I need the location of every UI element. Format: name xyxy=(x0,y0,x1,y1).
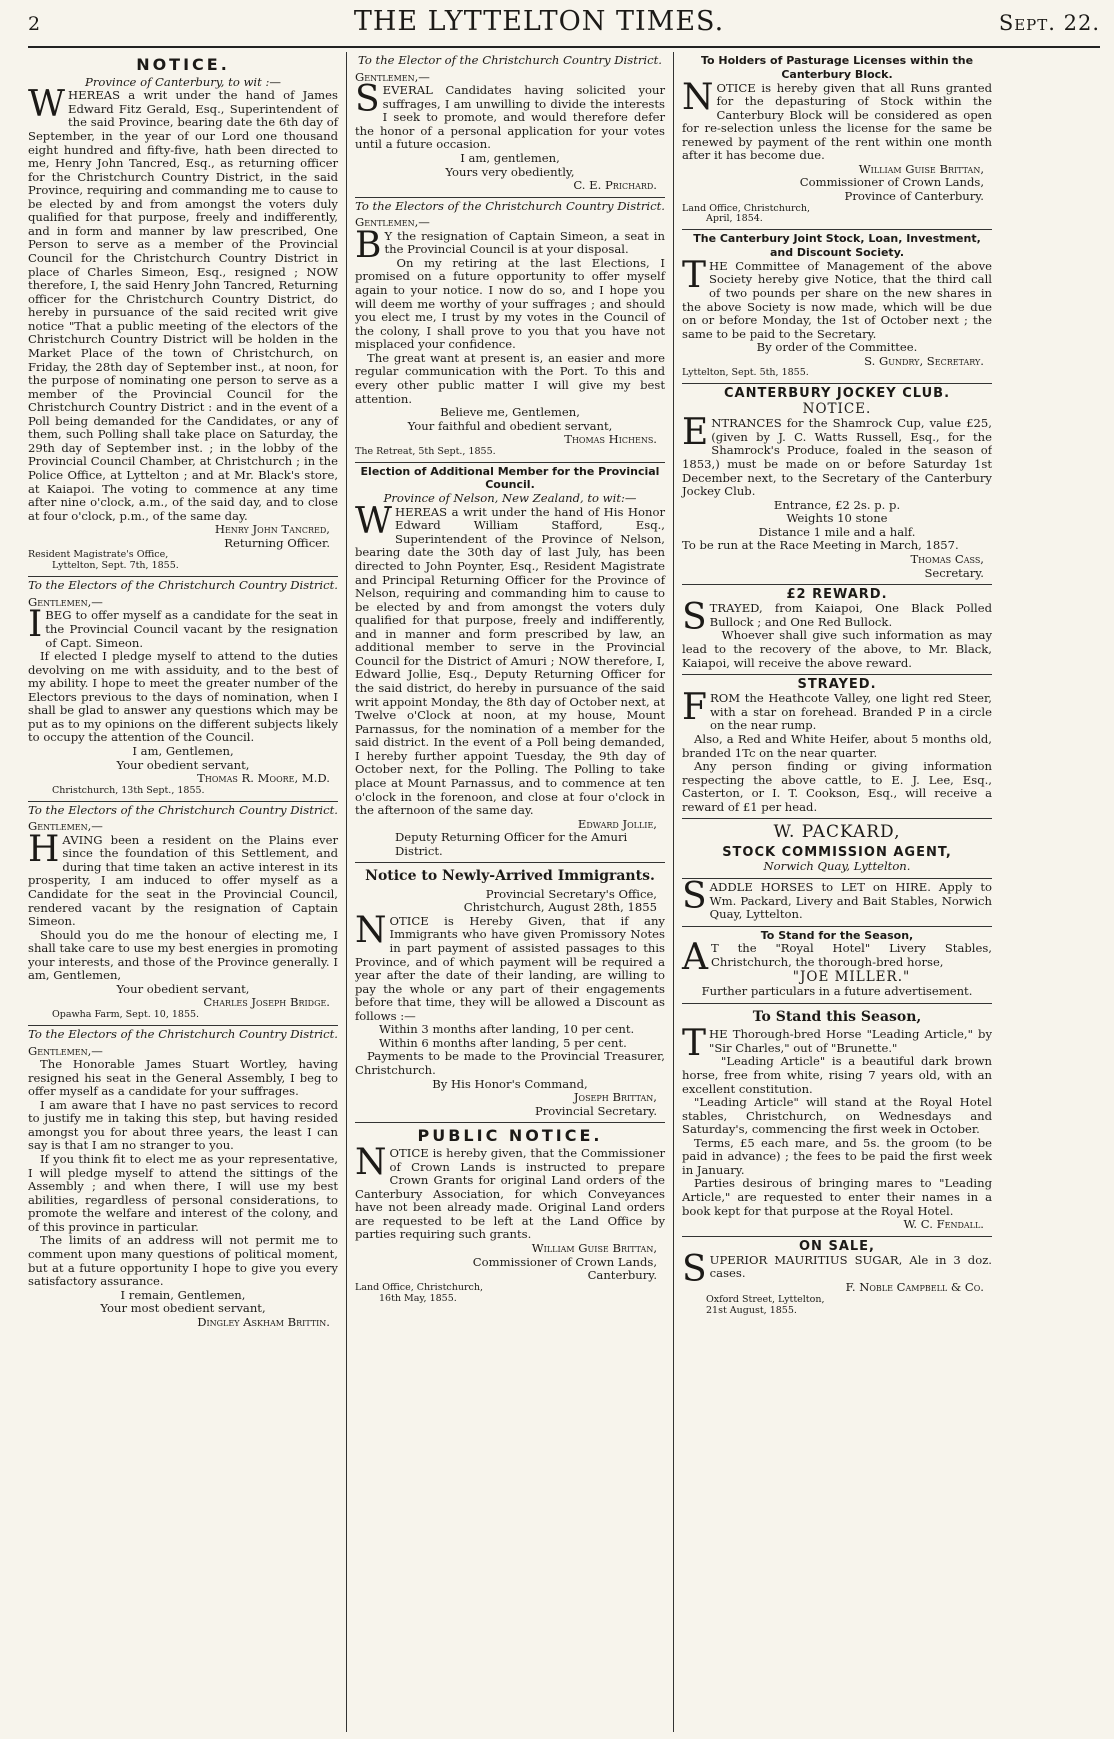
ad-body: UPERIOR MAURITIUS SUGAR, Ale in 3 doz. cases. xyxy=(709,1252,992,1281)
ad-subheading: STOCK COMMISSION AGENT, xyxy=(722,845,952,861)
signature: Edward Jollie, xyxy=(577,816,657,831)
drop-cap: B xyxy=(355,224,382,266)
salutation: Gentlemen,— xyxy=(28,594,103,609)
closing: Yours very obediently, xyxy=(445,164,575,179)
ad-heading: PUBLIC NOTICE. xyxy=(417,1126,603,1146)
signature-title: Province of Canterbury. xyxy=(844,189,984,203)
ad-heading: £2 REWARD. xyxy=(786,587,888,603)
address-moore xyxy=(28,576,338,800)
ad-paragraph: Also, a Red and White Heifer, about 5 months old, branded 1Tc on the near quarter. xyxy=(682,731,992,760)
address-hichens xyxy=(355,197,665,462)
ad-body: T the "Royal Hotel" Livery Stables, Christchurch, the thorough-bred horse, xyxy=(711,941,992,969)
address-prichard xyxy=(355,52,665,197)
dateline: Opawha Farm, Sept. 10, 1855. xyxy=(52,1009,200,1021)
newspaper-title: THE LYTTELTON TIMES. xyxy=(353,6,725,37)
ad-heading: To Stand this Season, xyxy=(752,1008,922,1025)
page-number: 2 xyxy=(28,13,41,35)
ad-heading: The Canterbury Joint Stock, Loan, Investment, and Discount Society. xyxy=(693,232,981,260)
discount-line: Within 3 months after landing, 10 per cent. xyxy=(379,1022,635,1037)
ad-paragraph: Payments to be made to the Provincial Treasurer, Christchurch. xyxy=(355,1049,665,1078)
drop-cap: H xyxy=(28,828,60,870)
ad-heading: STRAYED. xyxy=(797,677,877,693)
closing: Your most obedient servant, xyxy=(100,1301,266,1316)
closing: Your obedient servant, xyxy=(116,981,250,996)
notice-pasturage xyxy=(682,52,992,229)
race-detail: Distance 1 mile and a half. xyxy=(758,524,916,539)
closing: By order of the Committee. xyxy=(756,340,918,355)
saddle-horses-ad xyxy=(682,875,992,926)
ad-body: HEREAS a writ under the hand of His Honor Edward William Stafford, Esq., Superintendent of the Province of Nelson, bearing date the 30th day of last July, has been directed to John Poynter, Esq., Resident Magistrate and Principal Returning Officer for the Province of Nelson, requiring and commanding him to cause to be elected by and from amongst the voters duly qualified for that purpose, freely and indifferently, and in manner and form prescribed by law, an additional member to serve in the Provincial Council for the District of Amuri ; NOW therefore, I, Edward Jollie, Esq., Deputy Returning Officer for the said district, do hereby in pursuance of the said writ appoint Monday, the 8th day of October next, at Twelve o'Clock at noon, at my house, Mount Parnassus, for the nomination of a member for the said district. In the event of a Poll being demanded, I hereby further appoint Tuesday, the 9th day of October next, for the Polling. The Polling to take place at Mount Parnassus, and to commence at ten o'clock in the forenoon, and close at four o'clock in the afternoon of the same day. xyxy=(355,504,665,818)
issue-date: Sept. 22. xyxy=(998,11,1100,35)
ad-paragraph: If you think fit to elect me as your representative, I will pledge myself to attend the sittings of the Assembly ; and when there, I will use my best abilities, regardless of personal considerations, to promote the welfare and interest of the colony, and of this province in particular. xyxy=(28,1152,338,1234)
ad-paragraph: Parties desirous of bringing mares to "Leading Article," are requested to enter their names in a book kept for that purpose at the Royal Hotel. xyxy=(682,1176,992,1218)
ad-paragraph: "Leading Article" will stand at the Royal Hotel stables, Christchurch, on Wednesdays and Saturday's, commencing the first week in October. xyxy=(682,1095,992,1137)
drop-cap: N xyxy=(682,76,714,118)
closing: Believe me, Gentlemen, xyxy=(440,405,580,420)
strayed-notice xyxy=(682,674,992,818)
dateline: April, 1854. xyxy=(706,213,763,225)
drop-cap: S xyxy=(682,875,707,917)
signature: Thomas Hichens. xyxy=(564,432,657,447)
dateline: Lyttelton, Sept. 5th, 1855. xyxy=(682,367,809,379)
ad-heading: NOTICE. xyxy=(136,55,230,74)
signature: C. E. Prichard. xyxy=(573,178,657,193)
drop-cap: T xyxy=(682,254,707,296)
signature-title: Commissioner of Crown Lands, xyxy=(799,175,984,190)
ad-paragraph: Further particulars in a future advertisement. xyxy=(701,984,973,999)
column-1 xyxy=(28,52,346,1732)
column-3 xyxy=(673,52,992,1732)
notice-nelson-election xyxy=(355,462,665,863)
ad-place: Norwich Quay, Lyttelton. xyxy=(763,859,911,874)
signature: F. Noble Campbell & Co. xyxy=(845,1280,984,1295)
ad-body: BEG to offer myself as a candidate for the seat in the Provincial Council vacant by the resignation of Capt. Simeon. xyxy=(45,608,338,650)
drop-cap: T xyxy=(682,1023,707,1065)
discount-line: Within 6 months after landing, 5 per cent. xyxy=(379,1035,627,1050)
race-detail: Weights 10 stone xyxy=(786,511,888,526)
ad-body: HE Thorough-bred Horse "Leading Article," by "Sir Charles," out of "Brunette." xyxy=(709,1027,992,1055)
ad-body: TRAYED, from Kaiapoi, One Black Polled Bullock ; and One Red Bullock. xyxy=(709,601,992,629)
dateline: Lyttelton, Sept. 7th, 1855. xyxy=(52,560,179,572)
ad-paragraph: The great want at present is, an easier and more regular communication with the Port. To this and every other public matter I will give my best attention. xyxy=(355,350,665,406)
ad-paragraph: I am aware that I have no past services to record to justify me in taking this step, but having resided amongst you for about three years, the least I can say is that I am no stranger to you. xyxy=(28,1097,338,1153)
signature-title: Returning Officer. xyxy=(224,535,330,550)
joe-miller-ad xyxy=(682,926,992,1003)
race-detail: Entrance, £2 2s. p. p. xyxy=(773,497,901,512)
signature: William Guise Brittan, xyxy=(531,1240,657,1255)
dateline-place: Oxford Street, Lyttelton, xyxy=(706,1293,825,1305)
ad-heading: To Stand for the Season, xyxy=(760,928,914,942)
drop-cap: F xyxy=(682,687,707,729)
signature-title: Secretary. xyxy=(924,565,984,580)
ad-subheading: Province of Nelson, New Zealand, to wit:— xyxy=(383,491,637,506)
ad-subheading: NOTICE. xyxy=(802,400,872,417)
dateline-place: Land Office, Christchurch, xyxy=(355,1281,483,1293)
ad-paragraph: The limits of an address will not permit me to comment upon many questions of political moment, but at a future opportunity I hope to give you every satisfactory assurance. xyxy=(28,1233,338,1289)
ad-body: ROM the Heathcote Valley, one light red Steer, with a star on forehead. Branded P in a circle on the near rump. xyxy=(709,691,992,733)
closing: By His Honor's Command, xyxy=(432,1076,588,1091)
closing: I remain, Gentlemen, xyxy=(120,1287,246,1302)
drop-cap: E xyxy=(682,412,709,454)
ad-paragraph: Terms, £5 each mare, and 5s. the groom (to be paid in advance) ; the fees to be paid the first week in January. xyxy=(682,1135,992,1177)
ad-body: EVERAL Candidates having solicited your suffrages, I am unwilling to divide the interests I seek to promote, and would therefore defer the honor of a personal application for your votes until a future occasion. xyxy=(355,83,665,152)
closing: I am, Gentlemen, xyxy=(132,744,234,758)
salutation: Gentlemen,— xyxy=(355,69,430,84)
ad-body: OTICE is hereby given that all Runs granted for the depasturing of Stock within the Canterbury Block will be considered as open for re-selection unless the license for the same be renewed by payment of the rent within one month after it has become due. xyxy=(682,80,992,163)
signature: Thomas Cass, xyxy=(910,551,984,566)
signature-title: Deputy Returning Officer for the Amuri District. xyxy=(395,830,628,858)
ad-body: HE Committee of Management of the above Society hereby give Notice, that the third call of two pounds per share on the new shares in the above Society is now made, which will be due on or before Monday, the 1st of October next ; the same to be paid to the Secretary. xyxy=(682,258,992,341)
signature-title: Provincial Secretary. xyxy=(534,1103,657,1118)
ad-paragraph: Any person finding or giving information respecting the above cattle, to E. J. Lee, Esq., Casterton, or I. T. Cookson, Esq., will receive a reward of £1 per head. xyxy=(682,759,992,814)
ad-body: Y the resignation of Captain Simeon, a seat in the Provincial Council is at your disposal. xyxy=(384,228,665,257)
ad-heading: To the Electors of the Christchurch Country District. xyxy=(355,198,665,213)
notice-immigrants xyxy=(355,862,665,1122)
horse-name: "JOE MILLER." xyxy=(792,968,911,985)
signature: William Guise Brittan, xyxy=(858,161,984,176)
drop-cap: S xyxy=(355,79,380,121)
dateline-place: Resident Magistrate's Office, xyxy=(28,549,169,561)
salutation: Gentlemen,— xyxy=(28,819,103,834)
ad-heading: To Holders of Pasturage Licenses within the Canterbury Block. xyxy=(700,54,974,81)
signature: S. Gundry, Secretary. xyxy=(864,353,984,368)
ad-paragraph: On my retiring at the last Elections, I promised on a future opportunity to offer myself again to your notice. I now do so, and I hope you will deem me worthy of your suffrages ; and should you elect me, I trust by my votes in the Council of the colony, I shall prove to you that you have not misplaced your confidence. xyxy=(355,255,665,352)
reward-notice xyxy=(682,584,992,674)
notice-jockey-club xyxy=(682,383,992,584)
notice-tancred xyxy=(28,52,338,576)
dateline: Christchurch, 13th Sept., 1855. xyxy=(52,784,205,796)
ad-body: NTRANCES for the Shamrock Cup, value £25, (given by J. C. Watts Russell, Esq., for the Shamrock's Produce, foaled in the season of 1853,) must be made on or before Saturday 1st December next, to the Secretary of the Canterbury Jockey Club. xyxy=(682,416,992,499)
drop-cap: N xyxy=(355,1142,387,1184)
signature-title: Canterbury. xyxy=(587,1268,657,1283)
ad-body: ADDLE HORSES to LET on HIRE. Apply to Wm. Packard, Livery and Bait Stables, Norwich Quay, Lyttelton. xyxy=(709,879,992,922)
address-bridge xyxy=(28,801,338,1025)
dateline-place: Land Office, Christchurch, xyxy=(682,202,810,214)
address-brittin xyxy=(28,1025,338,1333)
dateline: The Retreat, 5th Sept., 1855. xyxy=(355,445,496,457)
closing: Your obedient servant, xyxy=(116,757,250,772)
ad-heading: To the Electors of the Christchurch Country District. xyxy=(28,802,338,817)
ad-heading: ON SALE, xyxy=(799,1238,875,1254)
columns xyxy=(28,52,1100,1732)
salutation: Gentlemen,— xyxy=(28,1043,103,1058)
dateline: 16th May, 1855. xyxy=(379,1292,457,1304)
leading-article-ad xyxy=(682,1003,992,1236)
notice-joint-stock xyxy=(682,229,992,383)
ad-body: OTICE is hereby given, that the Commissioner of Crown Lands is instructed to prepare Crown Grants for original Land orders of the Canterbury Association, for which Conveyances have not been already made. Original Land orders are requested to be left at the Land Office by parties requiring such grants. xyxy=(355,1146,665,1242)
drop-cap: W xyxy=(28,84,66,126)
ad-heading: W. PACKARD, xyxy=(773,822,901,843)
column-2 xyxy=(346,52,673,1732)
packard-agent-ad xyxy=(682,818,992,878)
dateline-place: Provincial Secretary's Office, xyxy=(485,886,657,901)
signature: W. C. Fendall. xyxy=(903,1217,984,1232)
drop-cap: A xyxy=(682,937,708,979)
signature: Henry John Tancred, xyxy=(214,522,330,537)
signature-title: Commissioner of Crown Lands, xyxy=(472,1254,657,1269)
ad-body: OTICE is Hereby Given, that if any Immigrants who have given Promissory Notes in part payment of assisted passages to this Province, and of which payment will be required a year after the date of their landing, are willing to pay the whole or any part of their engagements before that time, they will be allowed a Discount as follows :— xyxy=(355,913,665,1023)
salutation: Gentlemen,— xyxy=(355,215,430,230)
dateline: Christchurch, August 28th, 1855 xyxy=(463,900,657,915)
ad-body: HEREAS a writ under the hand of James Edward Fitz Gerald, Esq., Superintendent of the said Province, bearing date the 6th day of September, in the year of our Lord one thousand eight hundred and fifty-five, hath been directed to me, Henry John Tancred, Esq., as returning officer for the Christchurch Country District, in the said Province, requiring and commanding me to cause to be elected by and from amongst the voters duly qualified for that purpose, freely and indifferently, and in form and manner by law prescribed, One Person to serve as a member of the Provincial Council for the Christchurch Country District in place of Charles Simeon, Esq., resigned ; NOW therefore, I, the said Henry John Tancred, Returning officer for the Christchurch Country District, do hereby in pursuance of the said recited writ give notice "That a public meeting of the electors of the Christchurch Country District will be holden in the Market Place of the town of Christchurch, on Friday, the 28th day of September inst., at noon, for the purpose of nominating one person to serve as a member of the Provincial Council for the Christchurch Country District : and in the event of a Poll being demanded for the Candidates, or any of them, such Polling shall take place on Saturday, the 29th day of September inst. ; in the lobby of the Provincial Council Chamber, at Christchurch ; in the Police Office, at Lyttelton ; and at Mr. Black's store, at Kaiapoi. The voting to commence at any time after nine o'clock, a.m., of the said day, and to close at four o'clock, p.m., of the same day. xyxy=(28,88,338,523)
ad-heading: To the Electors of the Christchurch Country District. xyxy=(28,578,338,593)
ad-paragraph: Whoever shall give such information as may lead to the recovery of the above, to Mr. Black, Kaiapoi, will receive the above reward. xyxy=(682,628,992,670)
signature: Joseph Brittan, xyxy=(573,1090,657,1105)
signature: Thomas R. Moore, M.D. xyxy=(197,771,330,786)
ad-heading: Notice to Newly-Arrived Immigrants. xyxy=(365,868,655,885)
ad-heading: Election of Additional Member for the Provincial Council. xyxy=(360,464,660,492)
closing: I am, gentlemen, xyxy=(460,150,560,165)
ad-paragraph: If elected I pledge myself to attend to the duties devolving on me with assiduity, and to the best of my ability. I hope to meet the greater number of the Electors previous to the days of nomination, when I shall be glad to answer any questions which may be put as to my opinions on the different subjects likely to occupy the attention of the Council. xyxy=(28,649,338,745)
drop-cap: S xyxy=(682,1248,707,1290)
dateline: 21st August, 1855. xyxy=(706,1304,797,1316)
ad-paragraph: Should you do me the honour of electing me, I shall take care to use my best energies in promoting your interests, and those of the Province generally. I am, Gentlemen, xyxy=(28,927,338,983)
public-notice-crown-grants xyxy=(355,1122,665,1308)
drop-cap: S xyxy=(682,597,707,639)
race-detail: To be run at the Race Meeting in March, 1857. xyxy=(682,538,959,553)
drop-cap: N xyxy=(355,909,387,951)
signature: Dingley Askham Brittin. xyxy=(197,1314,330,1329)
ad-subheading: Province of Canterbury, to wit :— xyxy=(85,74,281,89)
closing: Your faithful and obedient servant, xyxy=(407,418,613,433)
ad-paragraph: "Leading Article" is a beautiful dark brown horse, free from white, rising 7 years old, with an excellent constitution. xyxy=(682,1054,992,1096)
ad-heading: To the Electors of the Christchurch Country District. xyxy=(28,1026,338,1041)
ad-heading: CANTERBURY JOCKEY CLUB. xyxy=(723,386,951,402)
sugar-sale-ad xyxy=(682,1236,992,1321)
ad-paragraph: The Honorable James Stuart Wortley, having resigned his seat in the General Assembly, I beg to offer myself as a candidate for your suffrages. xyxy=(28,1057,338,1099)
masthead xyxy=(28,6,1100,48)
ad-body: AVING been a resident on the Plains ever since the foundation of this Settlement, and during that time taken an active interest in its prosperity, I am induced to offer myself as a Candidate for the seat in the Provincial Council, rendered vacant by the resignation of Captain Simeon. xyxy=(28,832,338,929)
drop-cap: W xyxy=(355,500,393,542)
ad-heading: To the Elector of the Christchurch Country District. xyxy=(358,53,662,67)
drop-cap: I xyxy=(28,604,43,646)
signature: Charles Joseph Bridge. xyxy=(203,995,330,1010)
